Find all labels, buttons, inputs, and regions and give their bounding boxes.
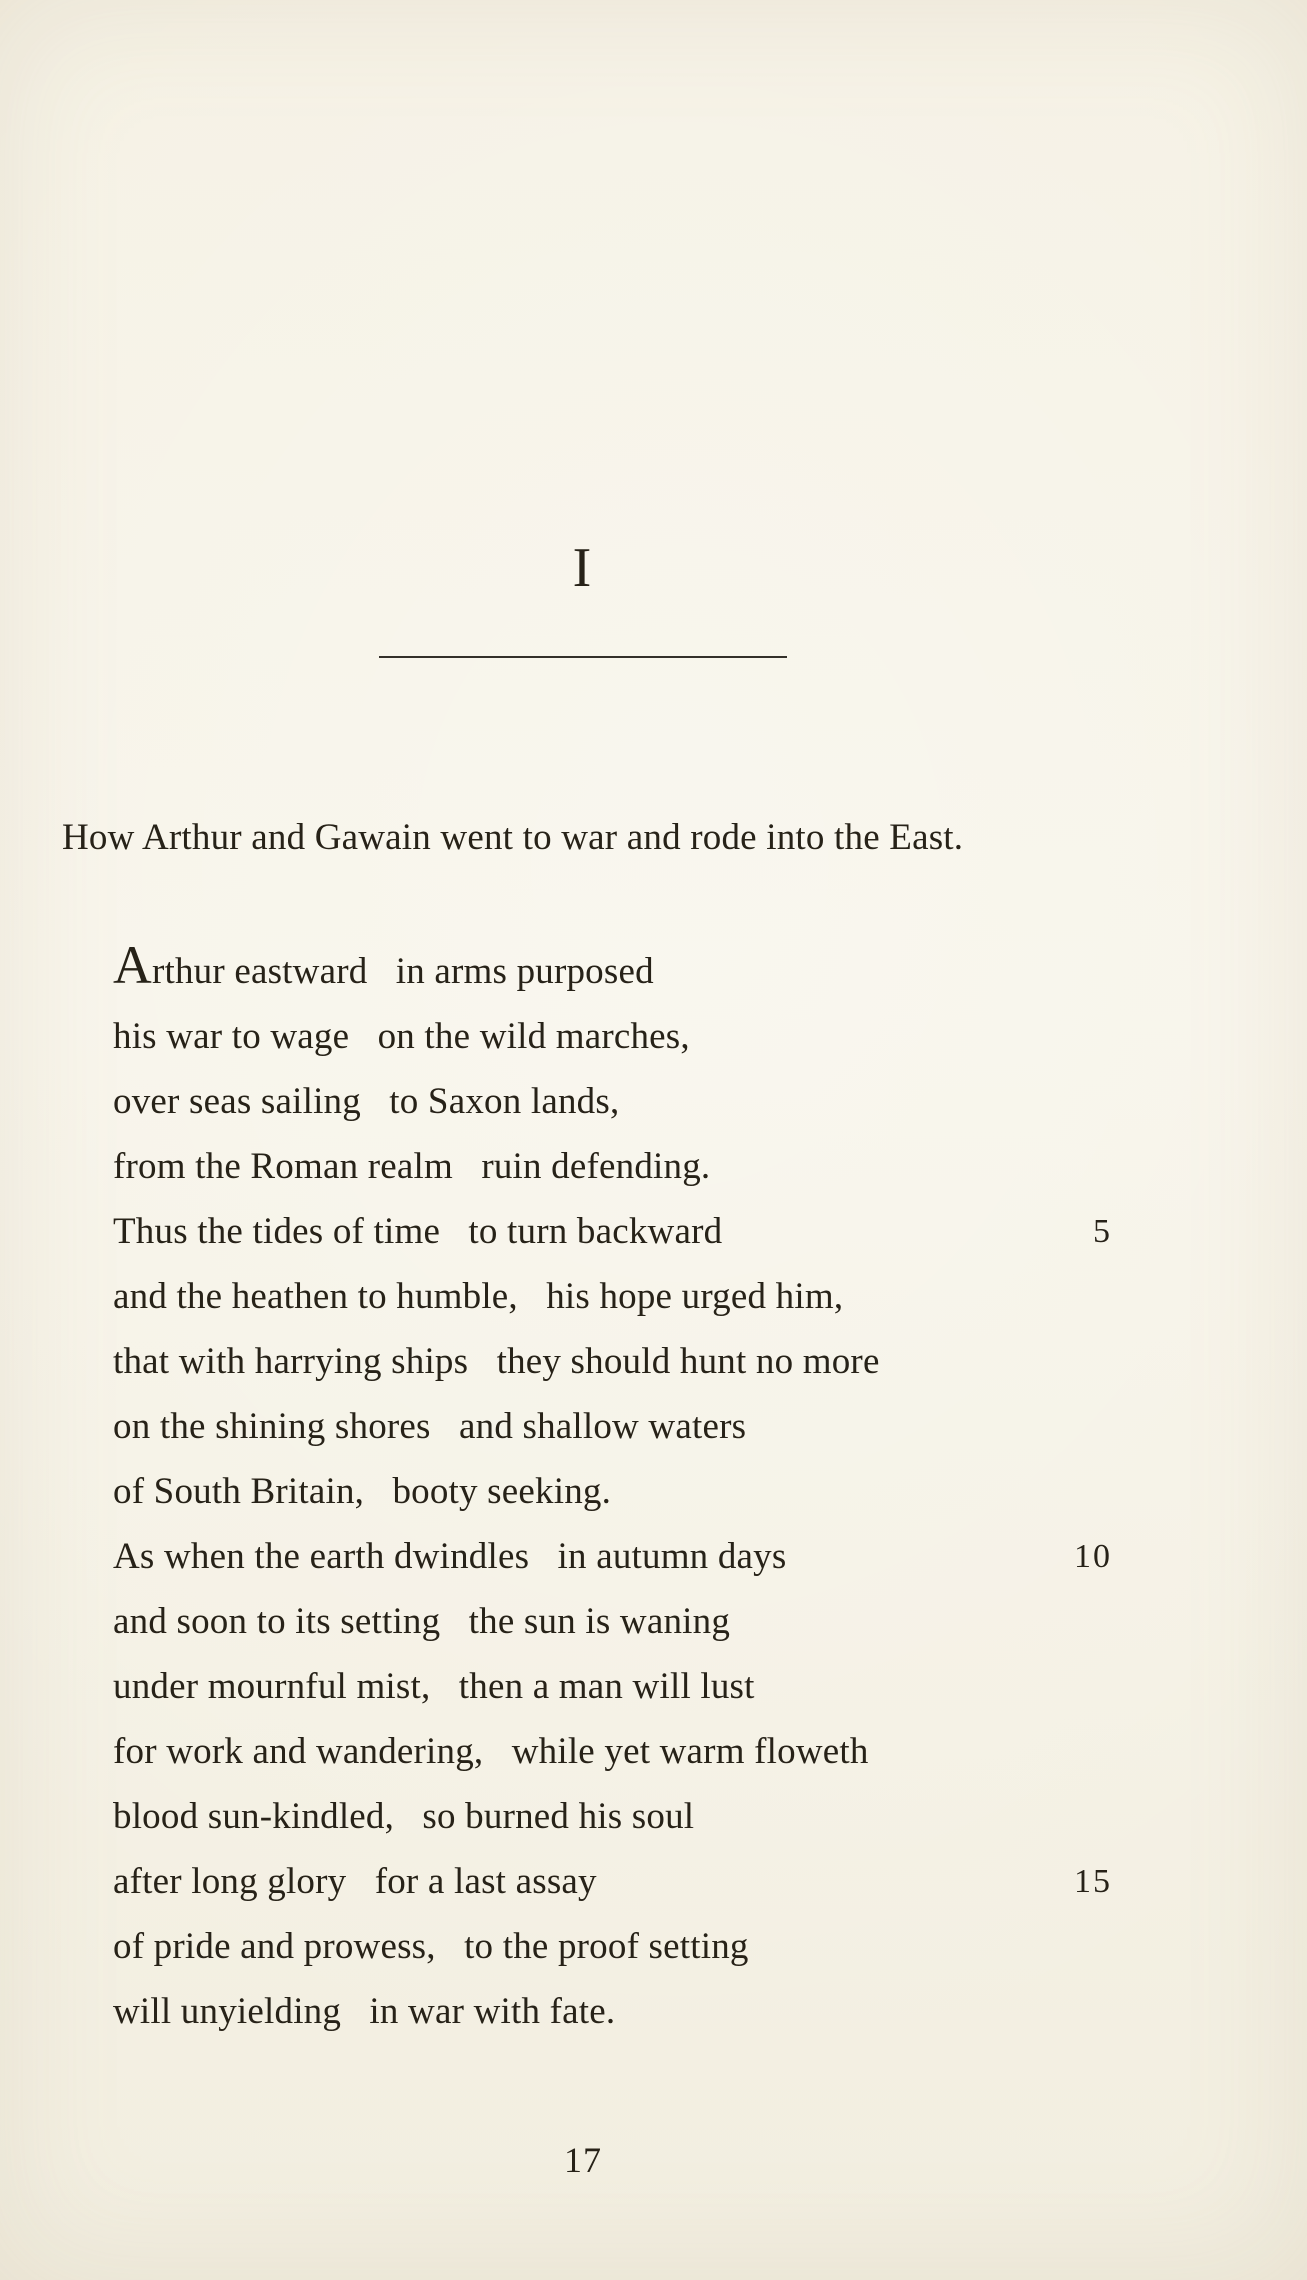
- poem-line: [113, 1589, 1212, 1654]
- poem-line: [113, 1329, 1212, 1394]
- poem-line-text: will unyielding in war with fate.: [113, 1991, 616, 2032]
- poem-line: [113, 1654, 1212, 1719]
- poem-line-text: that with harrying ships they should hunt no more: [113, 1341, 880, 1382]
- poem-line: [113, 1784, 1212, 1849]
- poem-line: [113, 1914, 1212, 1979]
- poem-line-text: over seas sailing to Saxon lands,: [113, 1081, 620, 1122]
- poem-line: [113, 933, 1212, 1004]
- canto-argument: How Arthur and Gawain went to war and rode into the East.: [62, 817, 964, 858]
- poem-line-text: from the Roman realm ruin defending.: [113, 1146, 711, 1187]
- divider-rule: [379, 656, 787, 658]
- poem-line-text: of South Britain, booty seeking.: [113, 1471, 612, 1512]
- poem-line-text: after long glory for a last assay: [113, 1861, 597, 1902]
- poem-line: [113, 1719, 1212, 1784]
- line-number: 5: [1093, 1213, 1112, 1250]
- poem-line-text: for work and wandering, while yet warm floweth: [113, 1731, 869, 1772]
- poem-line: [113, 1004, 1212, 1069]
- poem-line: [113, 1199, 1212, 1264]
- poem-line: [113, 1979, 1212, 2044]
- poem-line: [113, 1459, 1212, 1524]
- poem-line: [113, 1849, 1212, 1914]
- poem-line-text: Arthur eastward in arms purposed: [113, 935, 654, 995]
- poem-line: [113, 1069, 1212, 1134]
- poem-line: [113, 1264, 1212, 1329]
- poem-line-text: of pride and prowess, to the proof setting: [113, 1926, 749, 1967]
- poem-line-text: under mournful mist, then a man will lust: [113, 1666, 755, 1707]
- poem-line: [113, 1134, 1212, 1199]
- line-number: 15: [1074, 1863, 1112, 1900]
- page-number: 17: [564, 2140, 602, 2180]
- chapter-heading: [379, 537, 787, 666]
- poem-line-text: on the shining shores and shallow waters: [113, 1406, 747, 1447]
- poem-line-text: Thus the tides of time to turn backward: [113, 1211, 723, 1252]
- poem-line: [113, 1394, 1212, 1459]
- poem-line: [113, 1524, 1212, 1589]
- line-number: 10: [1074, 1538, 1112, 1575]
- poem-body: [113, 933, 1212, 2044]
- poem-line-text: and soon to its setting the sun is waning: [113, 1601, 731, 1642]
- poem-line-text: and the heathen to humble, his hope urged him,: [113, 1276, 844, 1317]
- poem-line-text: As when the earth dwindles in autumn days: [113, 1536, 787, 1577]
- poem-line-text: his war to wage on the wild marches,: [113, 1016, 690, 1057]
- chapter-numeral: I: [572, 537, 594, 599]
- poem-line-text: blood sun-kindled, so burned his soul: [113, 1796, 695, 1837]
